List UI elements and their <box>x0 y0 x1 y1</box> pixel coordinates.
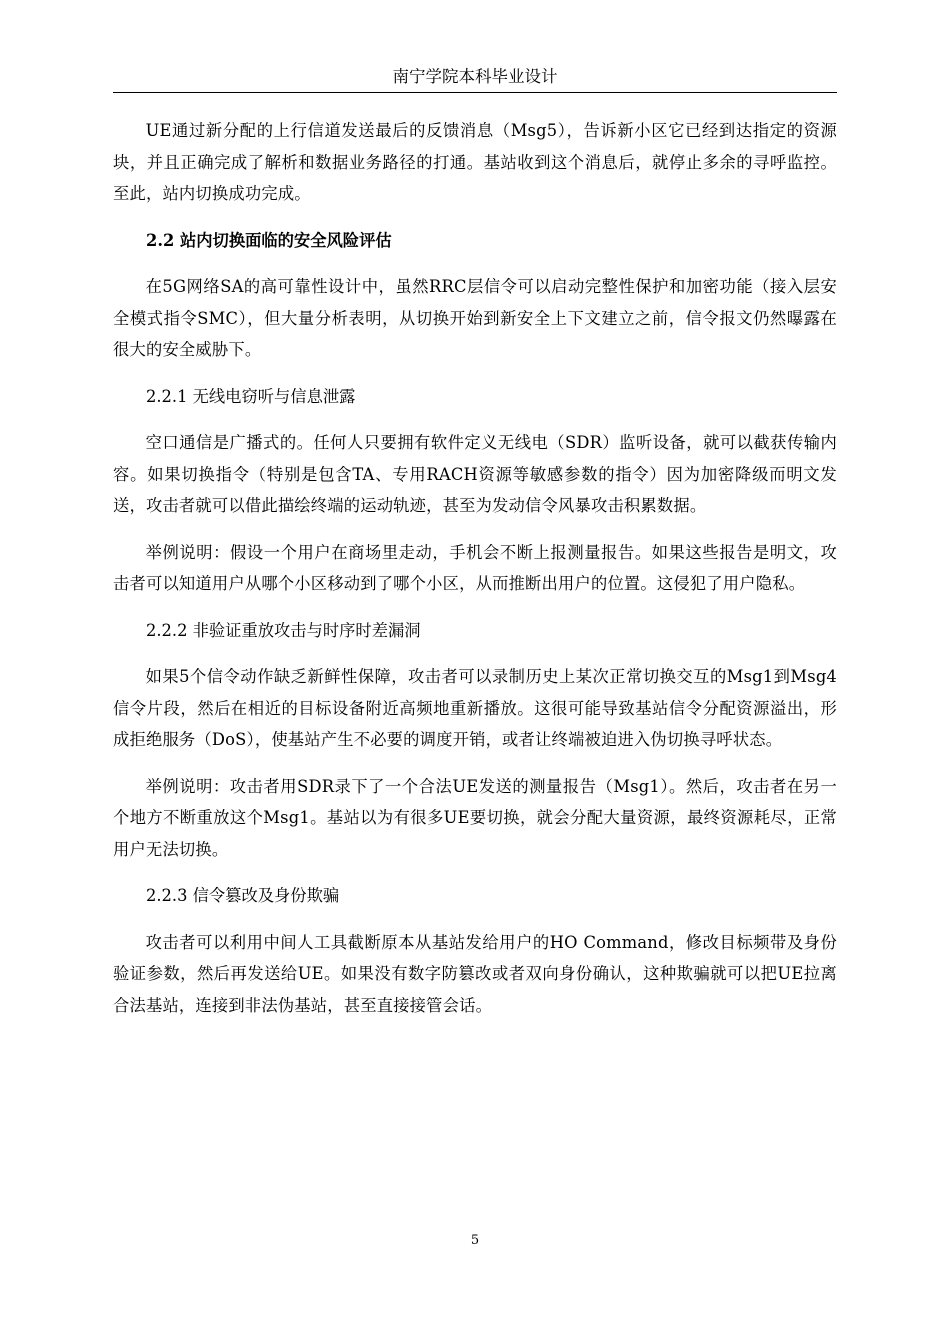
subsection-heading-2-2-2: 2.2.2 非验证重放攻击与时序时差漏洞 <box>146 620 421 640</box>
paragraph-msg5-feedback: UE通过新分配的上行信道发送最后的反馈消息（Msg5），告诉新小区它已经到达指定的资源块，并且正确完成了解析和数据业务路径的打通。基站收到这个消息后，就停止多余的寻呼监控。至此，站内切换成功完成。 <box>113 121 837 203</box>
header-rule <box>113 92 837 93</box>
paragraph-tampering-spoofing: 攻击者可以利用中间人工具截断原本从基站发给用户的HO Command，修改目标频带及身份验证参数，然后再发送给UE。如果没有数字防篡改或者双向身份确认，这种欺骗就可以把UE拉离合法基站，连接到非法伪基站，甚至直接接管会话。 <box>113 932 837 1015</box>
page-body <box>113 115 837 1021</box>
page-number: 5 <box>470 1233 480 1248</box>
paragraph-replay-attack: 如果5个信令动作缺乏新鲜性保障，攻击者可以录制历史上某次正常切换交互的Msg1到Msg4信令片段，然后在相近的目标设备附近高频地重新播放。这很可能导致基站信令分配资源溢出，形成拒绝服务（DoS），使基站产生不必要的调度开销，或者让终端被迫进入伪切换寻呼状态。 <box>113 667 837 749</box>
section-heading-2-2: 2.2 站内切换面临的安全风险评估 <box>146 230 392 250</box>
subsection-heading-2-2-3: 2.2.3 信令篡改及身份欺骗 <box>146 886 340 905</box>
paragraph-security-overview: 在5G网络SA的高可靠性设计中，虽然RRC层信令可以启动完整性保护和加密功能（接入层安全模式指令SMC），但大量分析表明，从切换开始到新安全上下文建立之前，信令报文仍然曝露在很大的安全威胁下。 <box>113 277 837 359</box>
subsection-heading-2-2-1: 2.2.1 无线电窃听与信息泄露 <box>146 386 356 406</box>
paragraph-replay-example: 举例说明：攻击者用SDR录下了一个合法UE发送的测量报告（Msg1）。然后，攻击者在另一个地方不断重放这个Msg1。基站以为有很多UE要切换，就会分配大量资源，最终资源耗尽，正常用户无法切换。 <box>113 776 837 859</box>
running-header: 南宁学院本科毕业设计 <box>392 67 558 86</box>
paragraph-eavesdropping: 空口通信是广播式的。任何人只要拥有软件定义无线电（SDR）监听设备，就可以截获传输内容。如果切换指令（特别是包含TA、专用RACH资源等敏感参数的指令）因为加密降级而明文发送，攻击者就可以借此描绘终端的运动轨迹，甚至为发动信令风暴攻击积累数据。 <box>113 433 837 515</box>
paragraph-eavesdropping-example: 举例说明：假设一个用户在商场里走动，手机会不断上报测量报告。如果这些报告是明文，攻击者可以知道用户从哪个小区移动到了哪个小区，从而推断出用户的位置。这侵犯了用户隐私。 <box>113 542 837 593</box>
